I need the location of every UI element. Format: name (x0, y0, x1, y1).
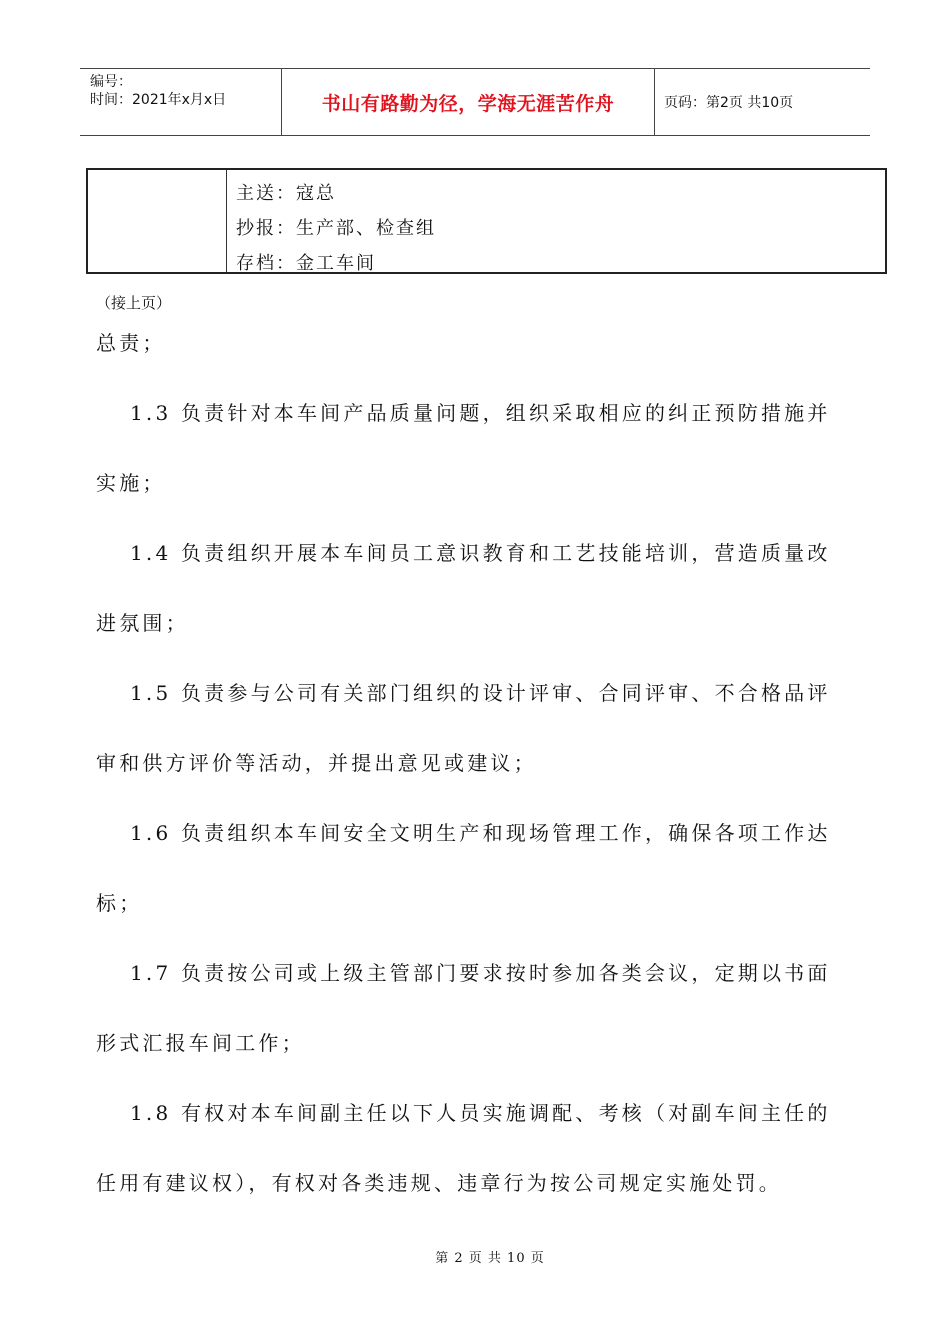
distribution-list (236, 176, 436, 281)
document-number-label: 编号： (90, 74, 132, 90)
text-line: 任用有建议权），有权对各类违规、违章行为按公司规定实施处罚。 (96, 1171, 782, 1195)
text-line: 1.3 负责针对本车间产品质量问题，组织采取相应的纠正预防措施并 (130, 401, 831, 425)
text-line: 审和供方评价等活动，并提出意见或建议； (96, 751, 537, 775)
text-line: 总责； (96, 331, 166, 355)
header-motto: 书山有路勤为径，学海无涯苦作舟 (282, 69, 655, 135)
text-line: 进氛围； (96, 611, 189, 635)
text-line: 1.5 负责参与公司有关部门组织的设计评审、合同评审、不合格品评 (130, 681, 831, 705)
body-text (96, 326, 856, 1236)
header-meta (80, 69, 282, 135)
text-line: 1.8 有权对本车间副主任以下人员实施调配、考核（对副车间主任的 (130, 1101, 831, 1125)
page-footer: 第 2 页 共 10 页 (435, 1251, 545, 1266)
text-line: 1.4 负责组织开展本车间员工意识教育和工艺技能培训，营造质量改 (130, 541, 831, 565)
text-line: 形式汇报车间工作； (96, 1031, 305, 1055)
main-send-line: 主送：寇总 (236, 183, 336, 204)
header-page-code: 页码：第2页 共10页 (664, 95, 794, 111)
text-line: 实施； (96, 471, 166, 495)
copy-report-line: 抄报：生产部、检查组 (236, 218, 436, 239)
text-line: 标； (96, 891, 143, 915)
page-header (80, 68, 870, 136)
distribution-table (86, 168, 887, 274)
text-line: 1.6 负责组织本车间安全文明生产和现场管理工作，确保各项工作达 (130, 821, 831, 845)
text-line: 1.7 负责按公司或上级主管部门要求按时参加各类会议，定期以书面 (130, 961, 831, 985)
document-time: 时间：2021年x月x日 (90, 92, 227, 108)
continued-note: （接上页） (96, 294, 172, 312)
archive-line: 存档：金工车间 (236, 253, 376, 274)
distribution-label-cell (88, 170, 227, 272)
